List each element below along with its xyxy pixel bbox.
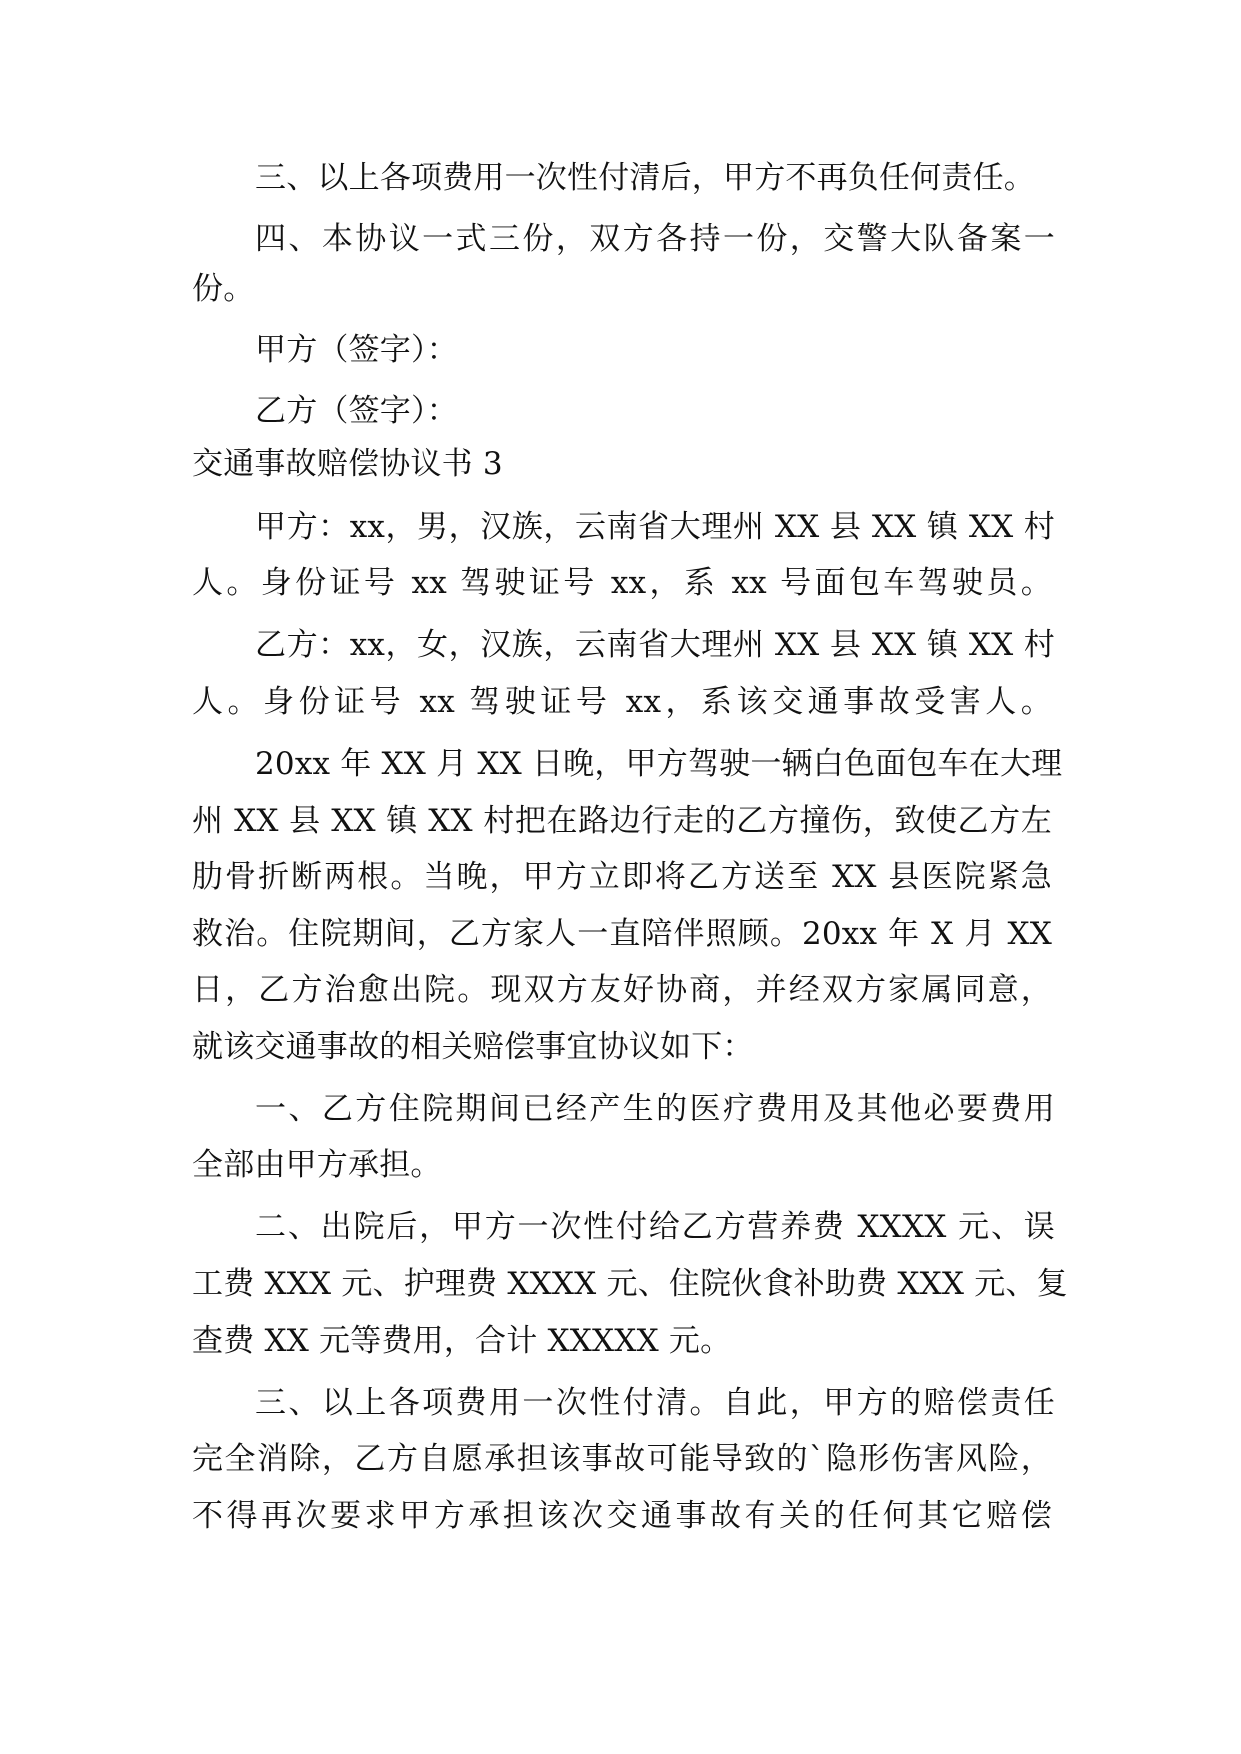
paragraph-line: 查费 XX 元等费用，合计 XXXXX 元。 [192,1323,732,1359]
signature-line-party-a: 甲方（签字）： [255,332,458,368]
paragraph-line: 肋骨折断两根。当晚，甲方立即将乙方送至 XX 县医院紧急 [192,859,1052,895]
paragraph-line: 就该交通事故的相关赔偿事宜协议如下： [192,1029,754,1065]
paragraph-line: 完全消除，乙方自愿承担该事故可能导致的`隐形伤害风险， [192,1441,1052,1477]
paragraph-line: 人。身份证号 xx 驾驶证号 xx，系 xx 号面包车驾驶员。 [192,565,1052,601]
paragraph-line: 日，乙方治愈出院。现双方友好协商，并经双方家属同意， [192,972,1052,1008]
paragraph-line: 三、以上各项费用一次性付清后，甲方不再负任何责任。 [255,160,1035,196]
paragraph-line: 救治。住院期间，乙方家人一直陪伴照顾。20xx 年 X 月 XX [192,916,1052,952]
paragraph-line: 三、以上各项费用一次性付清。自此，甲方的赔偿责任 [255,1385,1055,1421]
paragraph-line: 四、本协议一式三份，双方各持一份，交警大队备案一 [255,221,1055,257]
paragraph-line: 一、乙方住院期间已经产生的医疗费用及其他必要费用 [255,1091,1055,1127]
paragraph-line: 全部由甲方承担。 [192,1147,442,1183]
paragraph-line: 州 XX 县 XX 镇 XX 村把在路边行走的乙方撞伤，致使乙方左 [192,803,1052,839]
paragraph-line: 20xx 年 XX 月 XX 日晚，甲方驾驶一辆白色面包车在大理 [255,746,1063,782]
paragraph-line: 不得再次要求甲方承担该次交通事故有关的任何其它赔偿 [192,1498,1052,1534]
signature-line-party-b: 乙方（签字）： [255,393,458,429]
paragraph-line: 份。 [192,271,255,307]
paragraph-line: 工费 XXX 元、护理费 XXXX 元、住院伙食补助费 XXX 元、复 [192,1266,1068,1302]
paragraph-line: 甲方：xx，男，汉族，云南省大理州 XX 县 XX 镇 XX 村 [255,509,1055,545]
paragraph-line: 二、出院后，甲方一次性付给乙方营养费 XXXX 元、误 [255,1209,1055,1245]
section-title: 交通事故赔偿协议书 3 [192,446,503,482]
paragraph-line: 人。身份证号 xx 驾驶证号 xx，系该交通事故受害人。 [192,684,1052,720]
paragraph-line: 乙方：xx，女，汉族，云南省大理州 XX 县 XX 镇 XX 村 [255,627,1055,663]
